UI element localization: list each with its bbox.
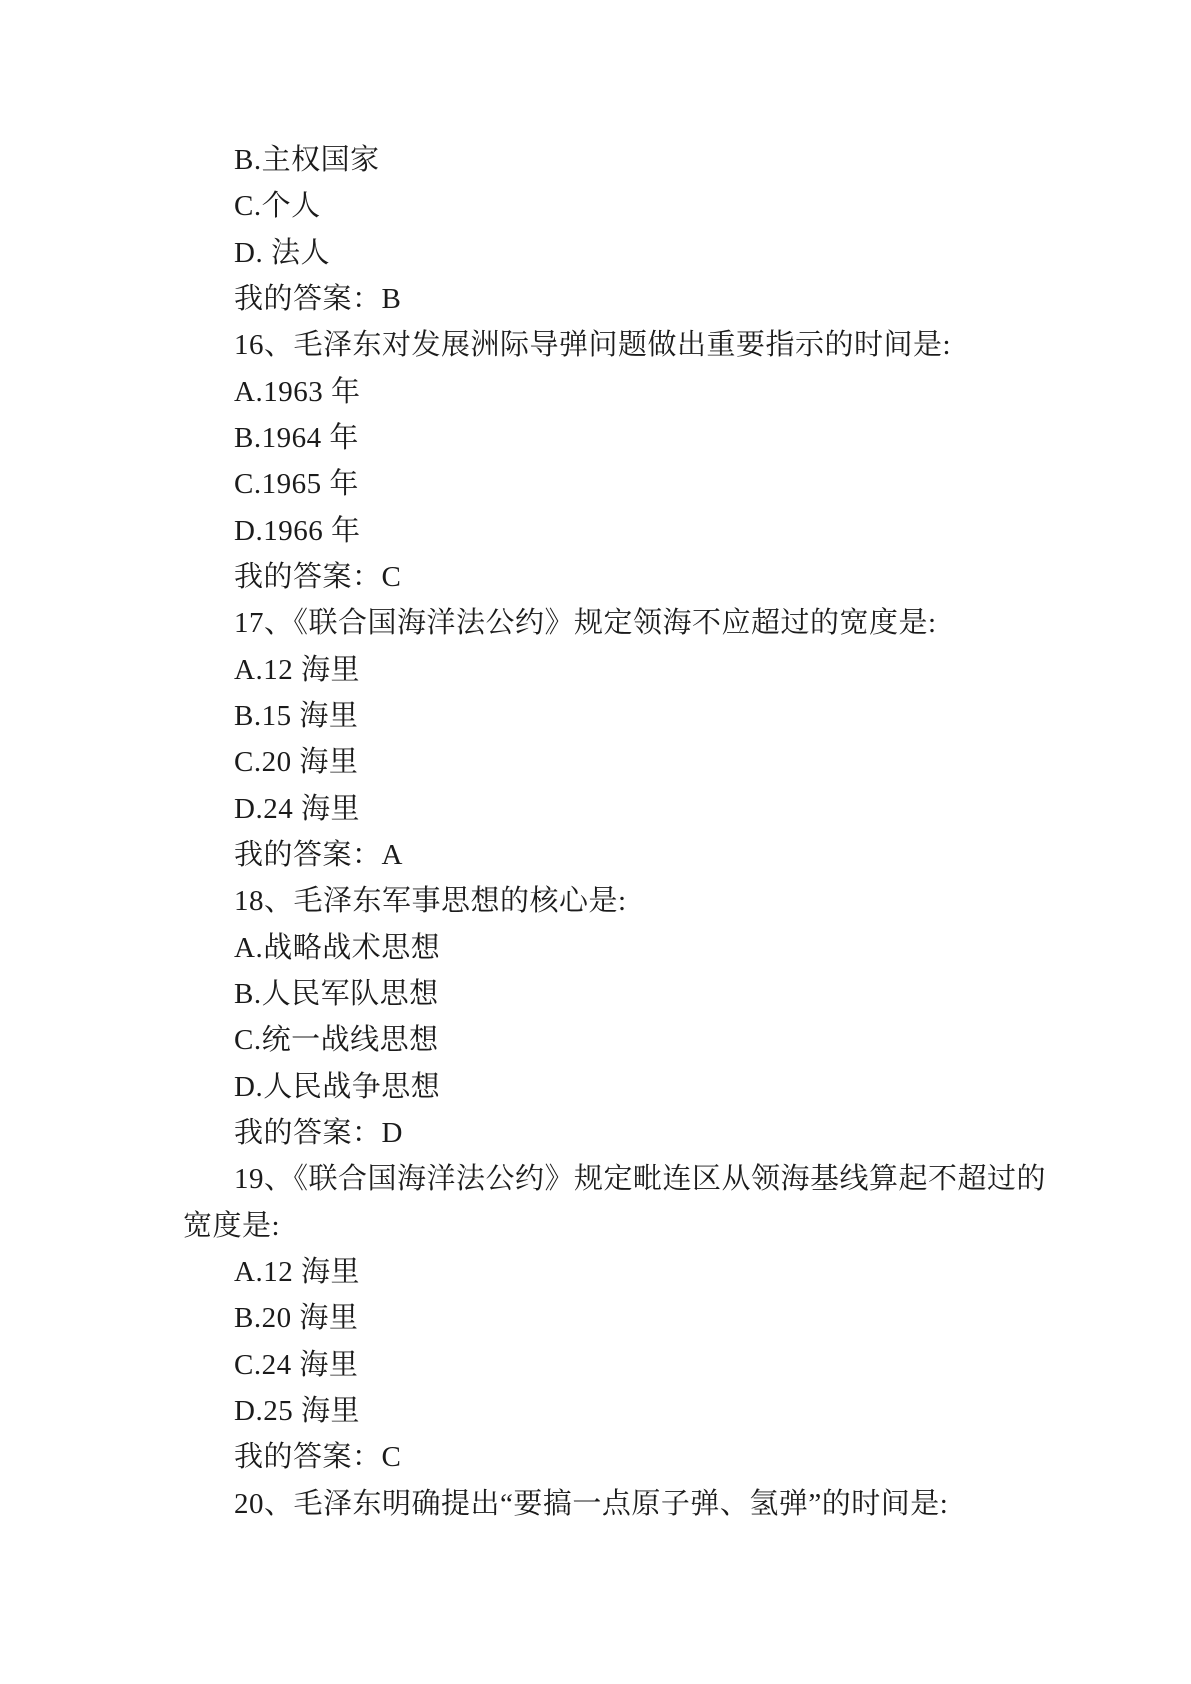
question-16 — [183, 322, 1063, 600]
option-line: C.20 海里 — [234, 746, 359, 779]
option-line: D.人民战争思想 — [234, 1070, 441, 1103]
question-stem: 19、《联合国海洋法公约》规定毗连区从领海基线算起不超过的 — [234, 1163, 1047, 1196]
option-line: A.战略战术思想 — [234, 931, 441, 964]
quiz-text-body — [183, 137, 1063, 1527]
question-stem: 16、毛泽东对发展洲际导弹问题做出重要指示的时间是: — [234, 329, 952, 362]
option-line: C.24 海里 — [234, 1348, 359, 1381]
question-stem: 18、毛泽东军事思想的核心是: — [234, 885, 627, 918]
option-line: D. 法人 — [234, 236, 330, 269]
option-line: A.12 海里 — [234, 1255, 360, 1288]
question-stem: 17、《联合国海洋法公约》规定领海不应超过的宽度是: — [234, 607, 937, 640]
answer-line: 我的答案：A — [234, 838, 403, 871]
option-line: B.15 海里 — [234, 699, 359, 732]
option-line: C.1965 年 — [234, 468, 359, 501]
answer-line: 我的答案：B — [234, 282, 402, 315]
answer-line: 我的答案：C — [234, 1441, 402, 1474]
option-line: B.1964 年 — [234, 421, 359, 454]
question-17 — [183, 600, 1063, 878]
question-stem: 20、毛泽东明确提出“要搞一点原子弹、氢弹”的时间是: — [234, 1487, 949, 1520]
question-18 — [183, 878, 1063, 1156]
option-line: D.25 海里 — [234, 1394, 360, 1427]
option-line: A.12 海里 — [234, 653, 360, 686]
option-line: D.24 海里 — [234, 792, 360, 825]
question-20 — [183, 1481, 1063, 1527]
option-line: B.人民军队思想 — [234, 977, 439, 1010]
option-line: D.1966 年 — [234, 514, 361, 547]
option-line: B.20 海里 — [234, 1302, 359, 1335]
option-line: C.个人 — [234, 190, 321, 223]
option-line: C.统一战线思想 — [234, 1024, 439, 1057]
option-line: B.主权国家 — [234, 144, 380, 176]
answer-line: 我的答案：C — [234, 560, 402, 593]
option-line: A.1963 年 — [234, 375, 361, 408]
question-15-partial — [183, 137, 1063, 322]
question-stem-wrap: 宽度是: — [183, 1209, 281, 1242]
question-19 — [183, 1156, 1063, 1480]
answer-line: 我的答案：D — [234, 1116, 403, 1149]
